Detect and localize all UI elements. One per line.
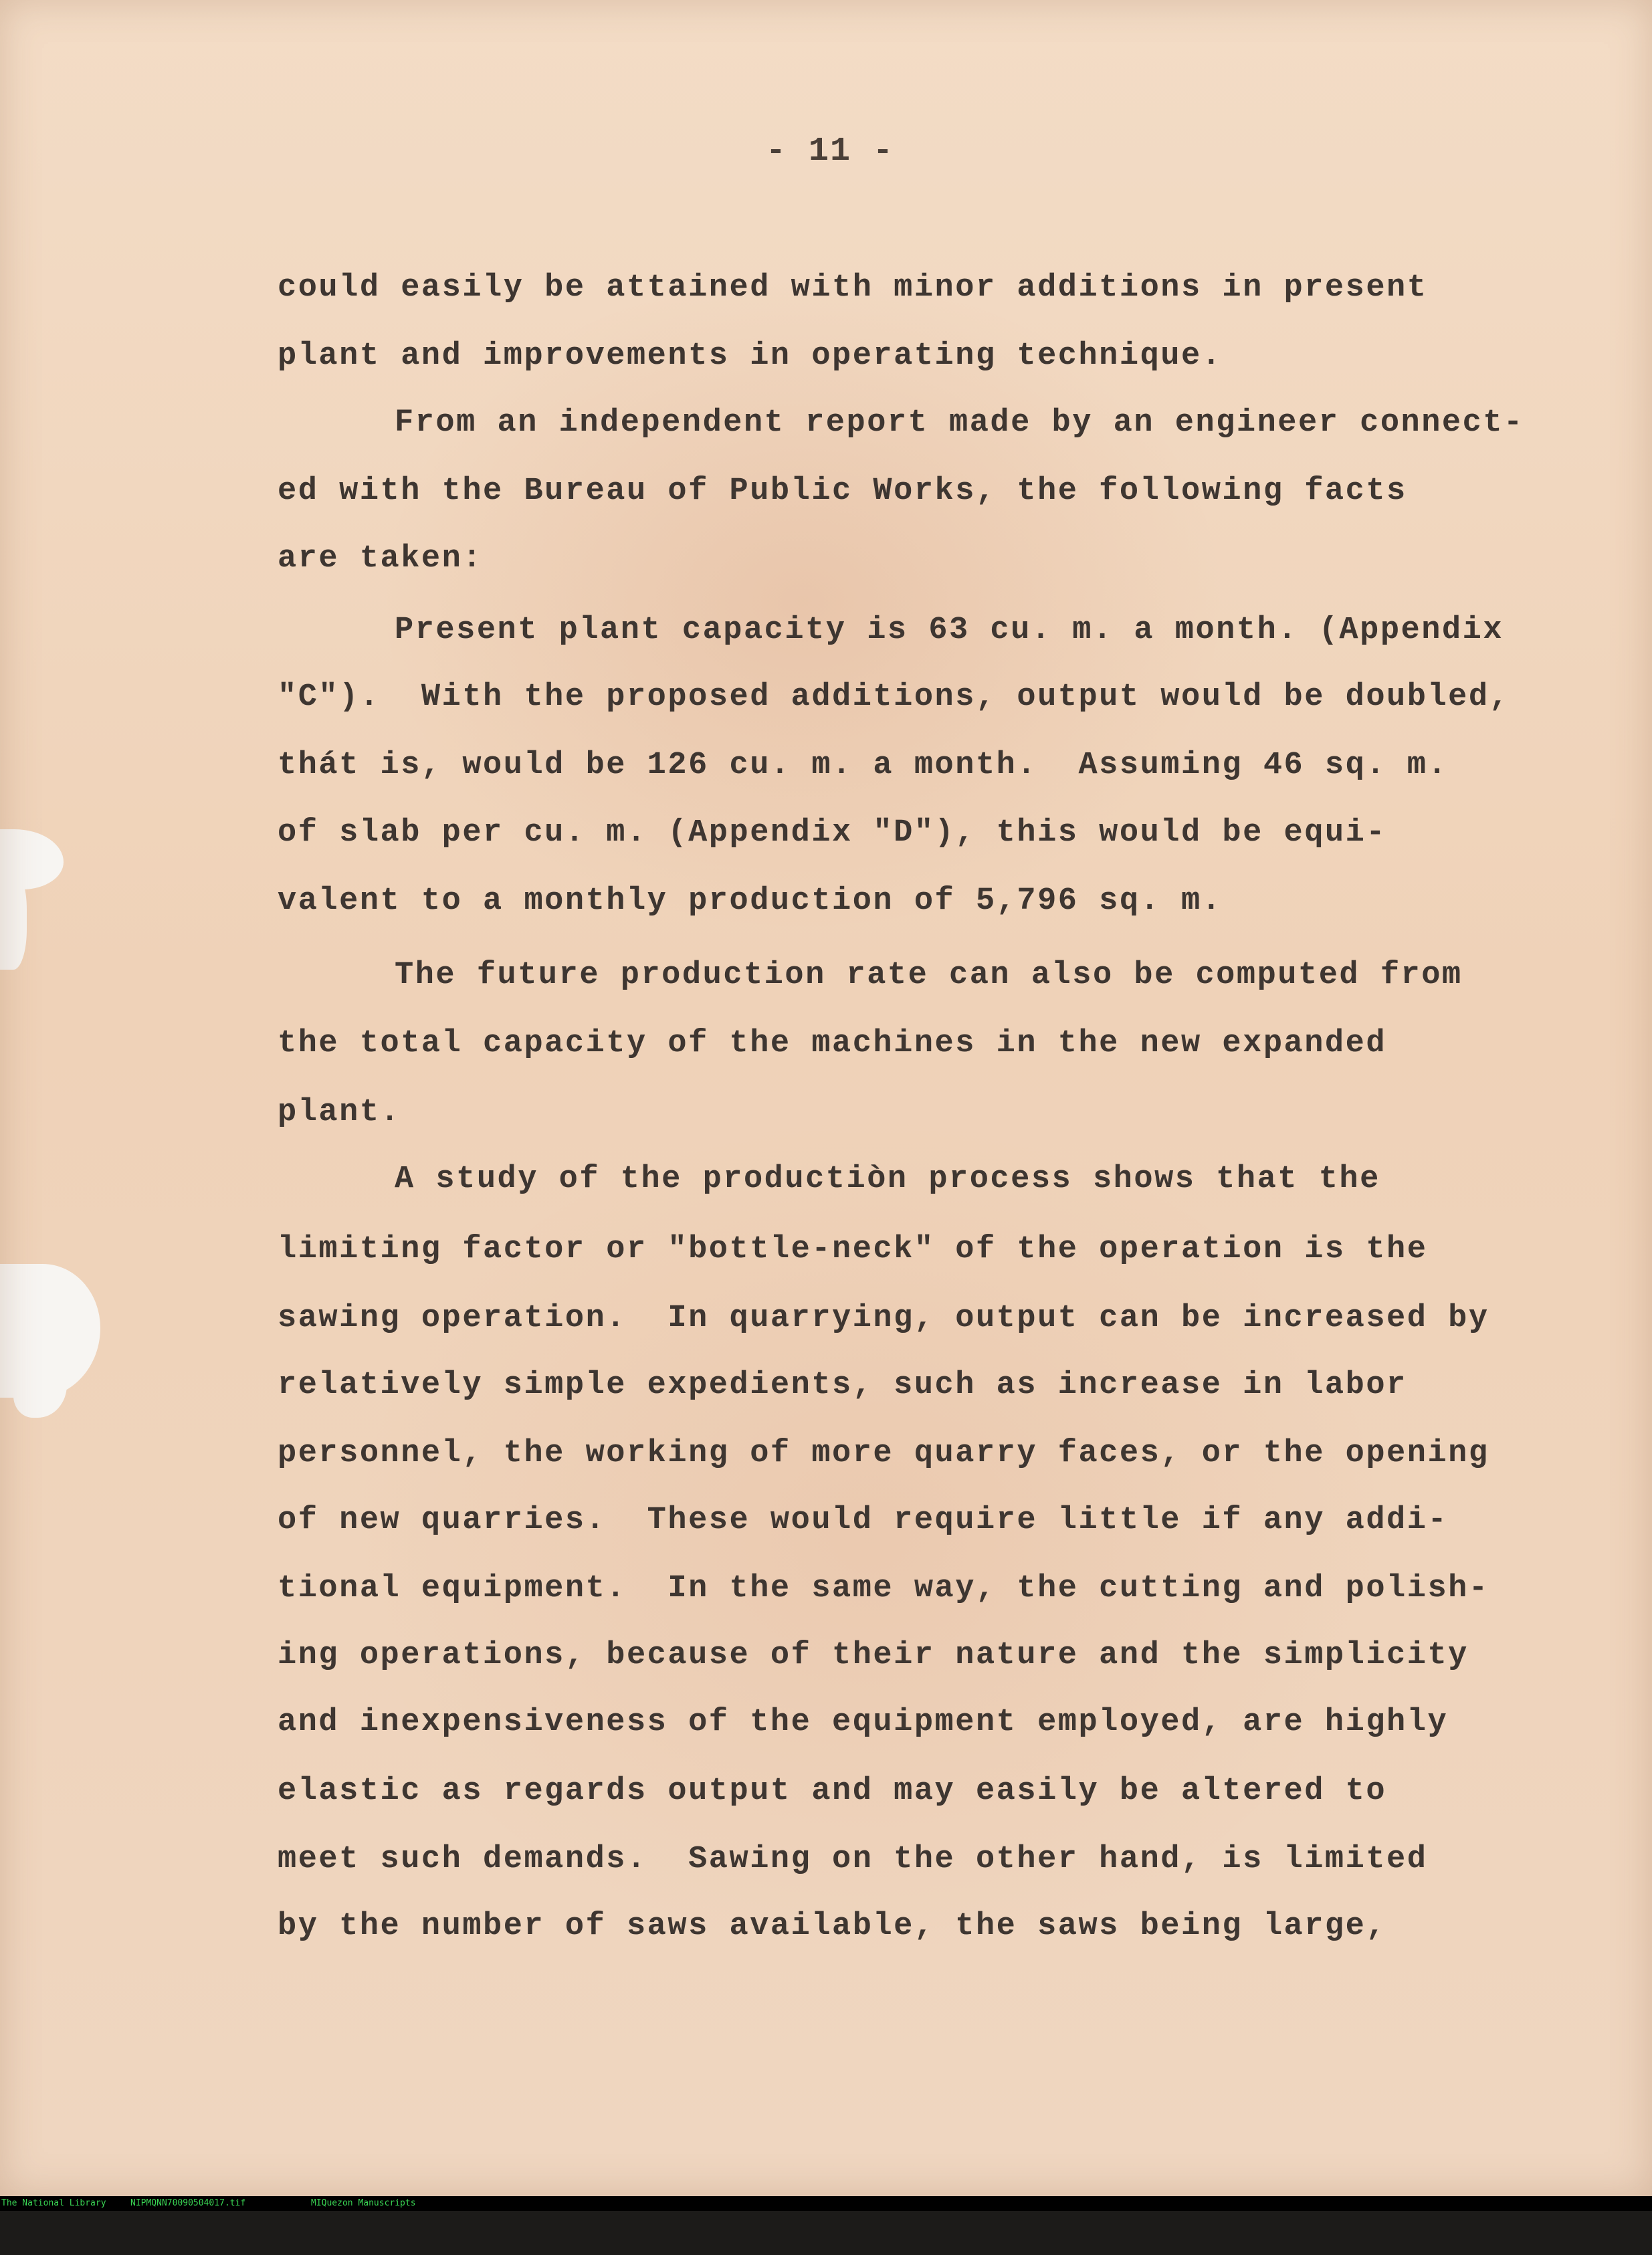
text-line: ing operations, because of their nature and the simplicity (278, 1638, 1469, 1673)
text-line: meet such demands. Sawing on the other hand, is limited (278, 1842, 1428, 1877)
text-line: tional equipment. In the same way, the cutting and polish- (278, 1571, 1489, 1606)
text-line: could easily be attained with minor additions in present (278, 270, 1428, 306)
paragraph-first-line: Present plant capacity is 63 cu. m. a month. (Appendix (395, 613, 1504, 648)
text-line: relatively simple expedients, such as increase in labor (278, 1368, 1407, 1403)
text-line: elastic as regards output and may easily be altered to (278, 1774, 1387, 1809)
text-line: plant. (278, 1095, 401, 1130)
text-line: ed with the Bureau of Public Works, the following facts (278, 473, 1407, 509)
text-line: of new quarries. These would require little if any addi- (278, 1503, 1449, 1538)
paper-damage-hole (13, 1358, 67, 1418)
text-line: sawing operation. In quarrying, output can be increased by (278, 1301, 1489, 1336)
text-line: and inexpensiveness of the equipment employed, are highly (278, 1705, 1449, 1740)
paper-damage-hole (0, 869, 27, 970)
footer-collection: MIQuezon Manuscripts (311, 2198, 416, 2208)
text-line: valent to a monthly production of 5,796 sq. m. (278, 883, 1223, 919)
text-line: personnel, the working of more quarry faces, or the opening (278, 1436, 1489, 1471)
text-line: the total capacity of the machines in the new expanded (278, 1026, 1387, 1061)
text-line: are taken: (278, 541, 484, 576)
footer-source: The National Library (1, 2198, 106, 2208)
text-line: "C"). With the proposed additions, output would be doubled, (278, 679, 1510, 715)
text-line: limiting factor or "bottle-neck" of the operation is the (278, 1232, 1428, 1267)
text-line: thát is, would be 126 cu. m. a month. Assuming 46 sq. m. (278, 748, 1449, 783)
text-line: by the number of saws available, the saws being large, (278, 1909, 1387, 1944)
footer-filename: NIPMQNN70090504017.tif (130, 2198, 246, 2208)
text-line: of slab per cu. m. (Appendix "D"), this would be equi- (278, 815, 1387, 851)
page-number: - 11 - (766, 132, 895, 171)
text-line: plant and improvements in operating technique. (278, 338, 1223, 374)
archive-footer (0, 2196, 1652, 2211)
paragraph-first-line: From an independent report made by an engineer connect- (395, 405, 1524, 441)
paragraph-first-line: A study of the productiòn process shows that the (395, 1162, 1380, 1197)
paragraph-first-line: The future production rate can also be computed from (395, 958, 1463, 993)
